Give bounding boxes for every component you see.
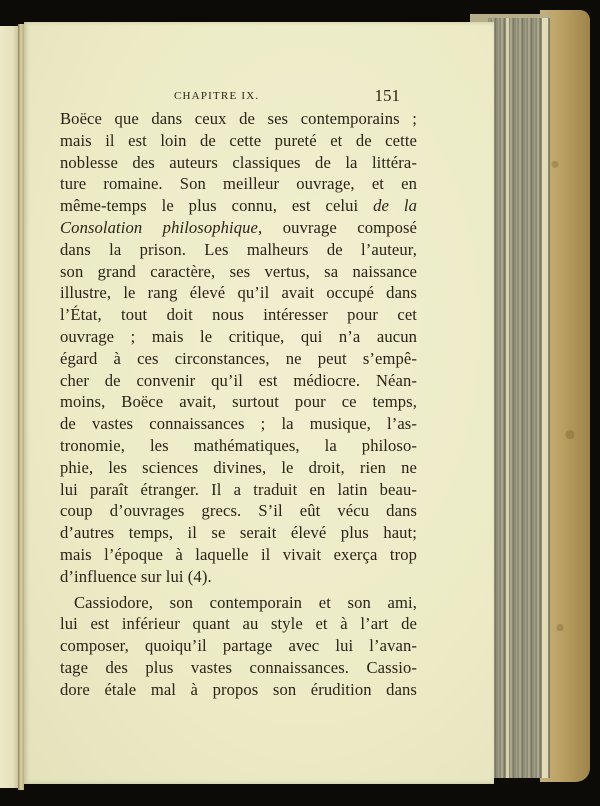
text-line: lui paraît étranger. Il a traduit en latin beau-	[60, 479, 417, 499]
book-page	[24, 22, 494, 784]
text-line: lui est inférieur quant au style et à l’art de	[60, 614, 417, 634]
text-line: tronomie, les mathématiques, la philoso-	[60, 435, 417, 455]
italic-text: de la	[373, 196, 418, 216]
text-line	[60, 195, 417, 217]
text-line: dans la prison. Les malheurs de l’auteur,	[60, 239, 417, 259]
text-line: son grand caractère, ses vertus, sa naissance	[60, 261, 417, 281]
text-line: coup d’ouvrages grecs. S’il eût vécu dans	[60, 501, 417, 521]
text-line	[60, 217, 417, 239]
text-line: d’autres temps, il se serait élevé plus haut;	[60, 523, 417, 543]
text-line: cher de convenir qu’il est médiocre. Néan-	[60, 370, 417, 390]
text-line: ture romaine. Son meilleur ouvrage, et en	[60, 174, 417, 194]
chapter-heading: CHAPITRE IX.	[174, 90, 260, 102]
text-line: noblesse des auteurs classiques de la littéra-	[60, 152, 417, 172]
text-line: mais il est loin de cette pureté et de cette	[60, 130, 417, 150]
page-number: 151	[374, 86, 400, 105]
text-segment: , ouvrage composé	[258, 217, 417, 237]
text-line: composer, quoiqu’il partage avec lui l’avan-	[60, 636, 417, 656]
text-line: tage des plus vastes connaissances. Cassio-	[60, 657, 417, 677]
page-block-edges	[488, 18, 550, 778]
text-line: Boëce que dans ceux de ses contemporains ;	[60, 109, 417, 128]
text-line: de vastes connaissances ; la musique, l’as-	[60, 414, 417, 434]
left-page-edge	[0, 26, 18, 788]
book-title-italic: Consolation philosophique	[60, 217, 259, 237]
text-line: moins, Boëce avait, surtout pour ce temps,	[60, 392, 417, 412]
text-line: Cassiodore, son contemporain et son ami,	[74, 592, 417, 612]
text-segment: même-temps le plus connu, est celui	[60, 196, 359, 216]
text-line: d’influence sur lui (4).	[60, 566, 212, 586]
text-line: dore étale mal à propos son érudition dans	[60, 679, 417, 699]
text-line: égard à ces circonstances, ne peut s’empê-	[60, 348, 417, 368]
body-text	[60, 108, 417, 701]
text-line: illustre, le rang élevé qu’il avait occupé dans	[60, 283, 417, 303]
text-line: l’État, tout doit nous intéresser pour cet	[60, 305, 417, 325]
text-line: ouvrage ; mais le critique, qui n’a aucun	[60, 326, 417, 346]
text-line: phie, les sciences divines, le droit, rien ne	[60, 457, 417, 477]
text-line: mais l’époque à laquelle il vivait exerça trop	[60, 544, 417, 564]
